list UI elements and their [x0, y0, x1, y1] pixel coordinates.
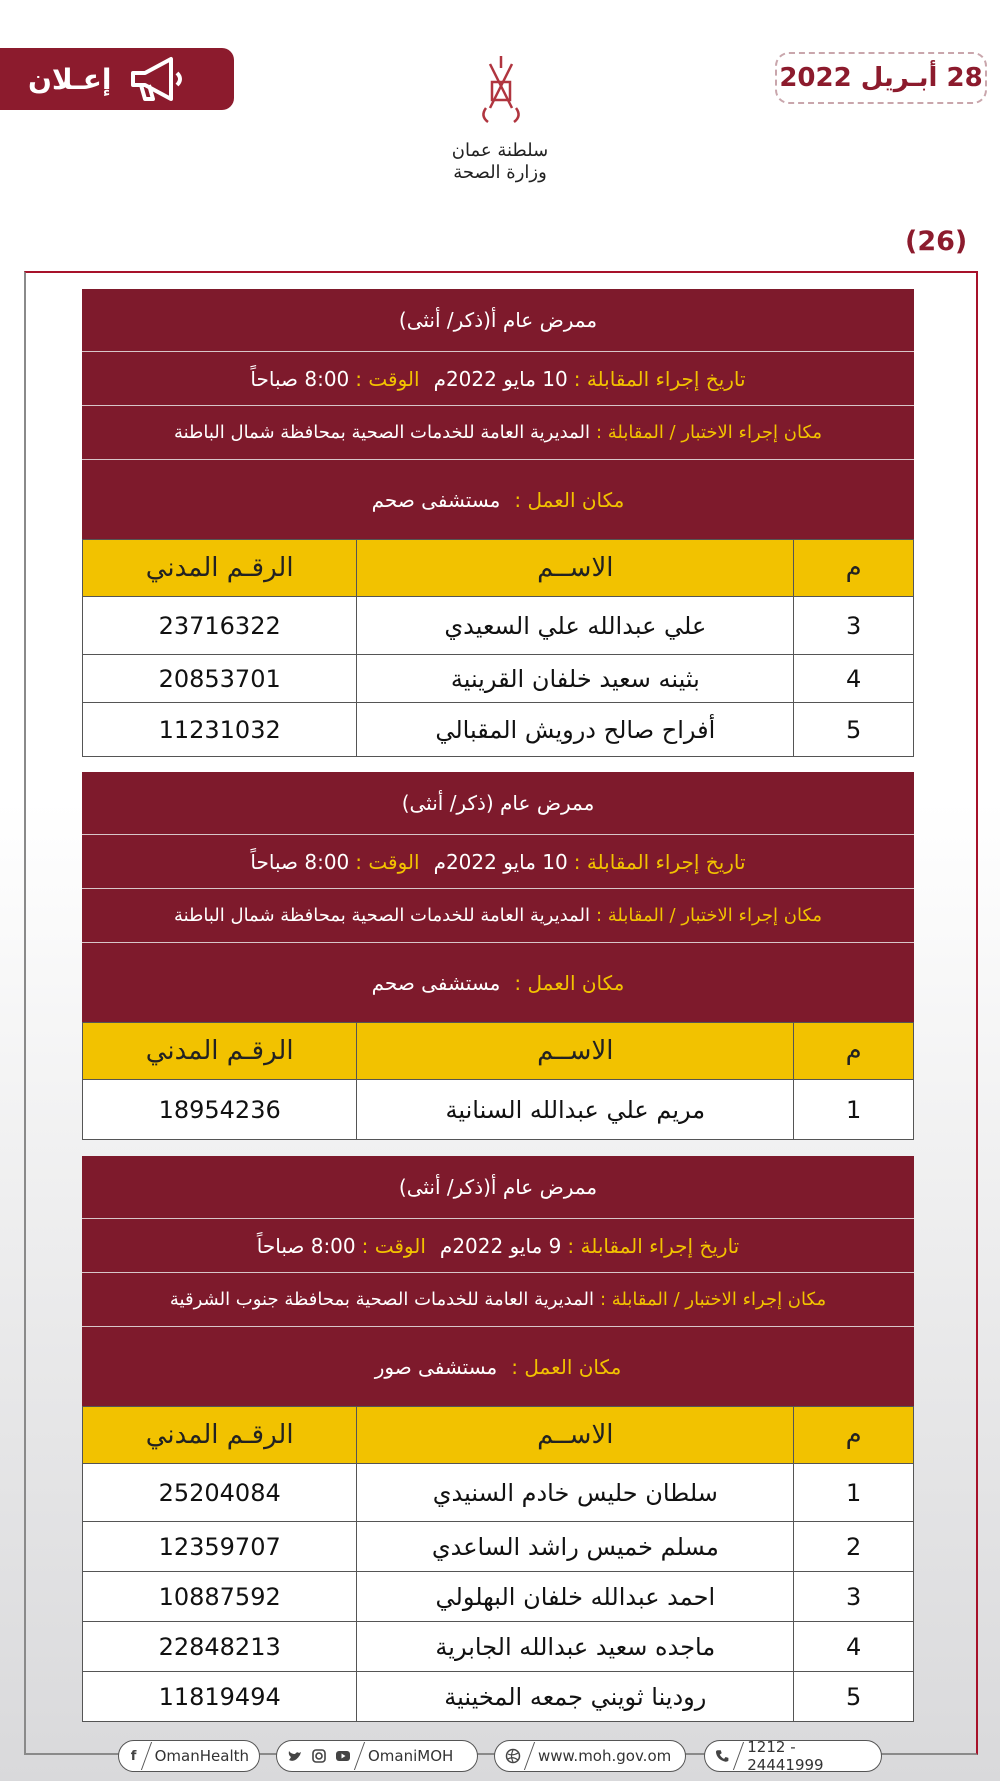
interview-date-value: 9 مايو 2022م [439, 1233, 562, 1258]
row-civil-id: 18954236 [158, 1095, 281, 1124]
divider [141, 1742, 152, 1770]
interview-date-row [82, 352, 914, 406]
row-number: 3 [793, 1572, 913, 1621]
job-title: ممرض عام (ذكر/ أنثى) [401, 791, 595, 815]
col-number-header: م [793, 1407, 913, 1463]
time-label: الوقت : [361, 1233, 426, 1258]
megaphone-icon [127, 55, 191, 103]
row-number: 3 [793, 597, 913, 654]
row-civil-id: 23716322 [158, 611, 281, 640]
row-civil-id: 25204084 [158, 1478, 281, 1507]
table-row [82, 655, 914, 703]
job-title-row [82, 289, 914, 352]
exam-place-row [82, 406, 914, 460]
time-label: الوقت : [355, 849, 420, 874]
row-number: 2 [793, 1522, 913, 1571]
interview-date-row [82, 1219, 914, 1273]
col-number-header: م [793, 1023, 913, 1079]
col-name-header: الاســم [356, 1023, 793, 1079]
divider [524, 1742, 535, 1770]
facebook-handle: OmanHealth [154, 1747, 249, 1765]
table-row [82, 1080, 914, 1140]
row-number: 4 [793, 1622, 913, 1671]
work-place-row [82, 943, 914, 1022]
row-name: رودينا ثويني جمعه المخينية [356, 1672, 793, 1721]
job-title-row [82, 772, 914, 835]
announcement-label: إعـلان [28, 62, 112, 96]
phone-icon [715, 1748, 730, 1764]
row-name: علي عبدالله علي السعيدي [356, 597, 793, 654]
contact-footer [0, 1740, 1000, 1774]
website-link[interactable] [494, 1740, 686, 1772]
interview-date-value: 10 مايو 2022م [433, 366, 568, 391]
interview-date-row [82, 835, 914, 889]
table-header [82, 539, 914, 597]
table-row [82, 597, 914, 655]
col-number-header: م [793, 540, 913, 596]
row-civil-id: 10887592 [158, 1582, 281, 1611]
table-row [82, 1672, 914, 1722]
row-name: سلطان حليس خادم السنيدي [356, 1464, 793, 1521]
divider [733, 1742, 744, 1770]
website-url: www.moh.gov.om [538, 1747, 672, 1765]
col-name-header: الاســم [356, 540, 793, 596]
interview-date-value: 10 مايو 2022م [433, 849, 568, 874]
table-row [82, 703, 914, 757]
announcement-block-1 [82, 289, 914, 757]
social-handle: OmaniMOH [368, 1747, 454, 1765]
announcement-block-3 [82, 1156, 914, 1722]
divider [354, 1742, 365, 1770]
work-place-row [82, 460, 914, 539]
table-row [82, 1622, 914, 1672]
table-row [82, 1464, 914, 1522]
row-civil-id: 22848213 [158, 1632, 281, 1661]
row-name: مريم علي عبدالله السنانية [356, 1080, 793, 1139]
col-id-header: الرقـم المدني [145, 1420, 294, 1450]
block-header [82, 772, 914, 1022]
exam-place-label: مكان إجراء الاختبار / المقابلة : [595, 905, 823, 926]
row-number: 5 [793, 1672, 913, 1721]
social-links[interactable] [276, 1740, 478, 1772]
block-header [82, 289, 914, 539]
exam-place-row [82, 889, 914, 943]
row-name: بثينه سعيد خلفان القرينية [356, 655, 793, 702]
facebook-link[interactable] [118, 1740, 260, 1772]
work-place-label: مكان العمل : [511, 1354, 622, 1379]
row-civil-id: 12359707 [158, 1532, 281, 1561]
phone-number: 1212 - 24441999 [747, 1738, 824, 1774]
time-value: 8:00 صباحاً [256, 1233, 356, 1258]
table-row [82, 1522, 914, 1572]
work-place-label: مكان العمل : [514, 970, 625, 995]
row-civil-id: 11819494 [158, 1682, 281, 1711]
table-header [82, 1406, 914, 1464]
col-id-header: الرقـم المدني [145, 553, 294, 583]
instagram-icon [311, 1748, 327, 1764]
exam-place-label: مكان إجراء الاختبار / المقابلة : [595, 422, 823, 443]
col-name-header: الاســم [356, 1407, 793, 1463]
announcement-banner [0, 48, 234, 110]
exam-place-value: المديرية العامة للخدمات الصحية بمحافظة جنوب الشرقية [169, 1289, 595, 1310]
work-place-row [82, 1327, 914, 1406]
exam-place-label: مكان إجراء الاختبار / المقابلة : [600, 1289, 827, 1310]
row-civil-id: 20853701 [158, 664, 281, 693]
job-title-row [82, 1156, 914, 1219]
work-place-value: مستشفى صحم [371, 487, 501, 512]
announcement-block-2 [82, 772, 914, 1140]
globe-icon [505, 1748, 521, 1764]
exam-place-row [82, 1273, 914, 1327]
row-number: 1 [793, 1464, 913, 1521]
row-number: 1 [793, 1080, 913, 1139]
row-number: 4 [793, 655, 913, 702]
row-number: 5 [793, 703, 913, 756]
work-place-value: مستشفى صور [374, 1354, 498, 1379]
announcement-date: 28 أبـريل 2022 [775, 52, 987, 104]
row-civil-id: 11231032 [158, 715, 281, 744]
work-place-value: مستشفى صحم [371, 970, 501, 995]
ministry-line-1: سلطنة عمان [451, 140, 549, 161]
row-name: مسلم خميس راشد الساعدي [356, 1522, 793, 1571]
table-header [82, 1022, 914, 1080]
job-title: ممرض عام أ(ذكر/ أنثى) [398, 1175, 598, 1199]
exam-place-value: المديرية العامة للخدمات الصحية بمحافظة شمال الباطنة [173, 422, 590, 443]
block-header [82, 1156, 914, 1406]
row-name: أفراح صالح درويش المقبالي [356, 703, 793, 756]
row-name: احمد عبدالله خلفان البهلولي [356, 1572, 793, 1621]
facebook-icon: f [130, 1748, 137, 1764]
page-number: (26) [905, 226, 968, 257]
interview-date-label: تاريخ إجراء المقابلة : [573, 849, 746, 874]
col-id-header: الرقـم المدني [145, 1036, 294, 1066]
table-row [82, 1572, 914, 1622]
phone-link[interactable] [704, 1740, 882, 1772]
time-value: 8:00 صباحاً [250, 366, 350, 391]
interview-date-label: تاريخ إجراء المقابلة : [567, 1233, 740, 1258]
row-name: ماجده سعيد عبدالله الجابرية [356, 1622, 793, 1671]
twitter-icon [287, 1748, 303, 1764]
ministry-name [420, 140, 580, 184]
time-value: 8:00 صباحاً [250, 849, 350, 874]
interview-date-label: تاريخ إجراء المقابلة : [573, 366, 746, 391]
work-place-label: مكان العمل : [514, 487, 625, 512]
ministry-line-2: وزارة الصحة [453, 162, 547, 183]
time-label: الوقت : [355, 366, 420, 391]
exam-place-value: المديرية العامة للخدمات الصحية بمحافظة شمال الباطنة [173, 905, 590, 926]
job-title: ممرض عام أ(ذكر/ أنثى) [398, 308, 598, 332]
youtube-icon [335, 1748, 351, 1764]
